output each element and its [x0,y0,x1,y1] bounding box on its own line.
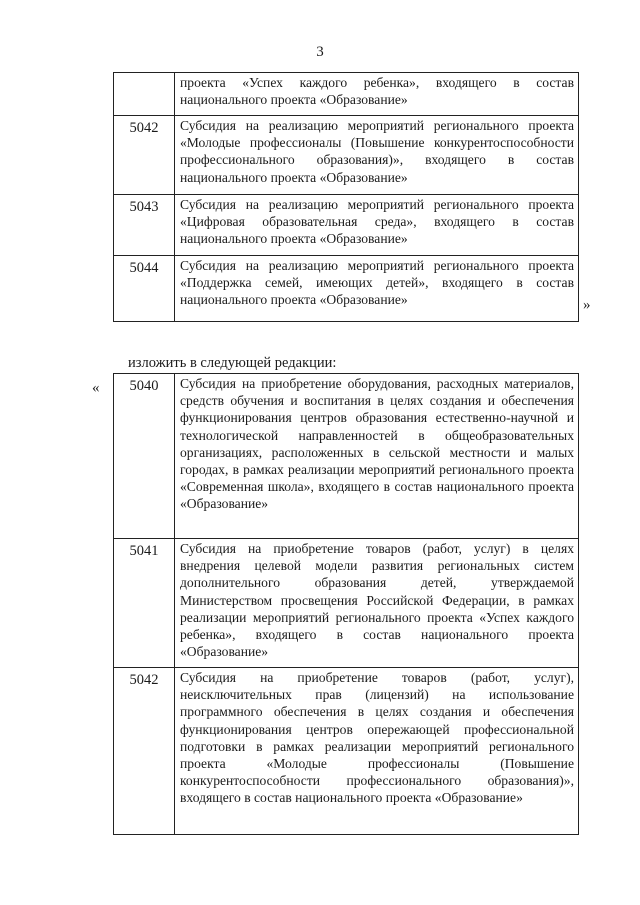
row-code: 5042 [114,116,175,195]
row-text: Субсидия на реализацию мероприятий регионального проекта «Молодые профессионалы (Повышение конкурентоспособности профессионального образования)», входящего в состав национального проекта «Образование» [175,116,579,195]
row-text: Субсидия на реализацию мероприятий регионального проекта «Цифровая образовательная среда», входящего в состав национального проекта «Образование» [175,195,579,256]
opening-quote: « [92,380,100,396]
table-row [114,256,579,322]
row-text: проекта «Успех каждого ребенка», входящего в состав национального проекта «Образование» [175,73,579,116]
closing-quote: » [583,297,591,313]
page-number: 3 [316,44,324,60]
row-code: 5043 [114,195,175,256]
row-code: 5044 [114,256,175,322]
table-row [114,539,579,668]
table-row [114,73,579,116]
row-code: 5040 [114,374,175,539]
table-row [114,116,579,195]
row-code [114,73,175,116]
table-row [114,195,579,256]
row-code: 5041 [114,539,175,668]
table-row [114,668,579,835]
row-text: Субсидия на реализацию мероприятий регионального проекта «Поддержка семей, имеющих детей», входящего в состав национального проекта «Образование» [175,256,579,322]
row-text: Субсидия на приобретение товаров (работ, услуг) в целях внедрения целевой модели развития региональных систем дополнительного образования детей, утверждаемой Министерством просвещения Российской Федерации, в рамках реализации мероприятий регионального проекта «Успех каждого ребенка», входящего в состав национального проекта «Образование» [175,539,579,668]
row-code: 5042 [114,668,175,835]
row-text: Субсидия на приобретение оборудования, расходных материалов, средств обучения и воспитания в целях создания и обеспечения функционирования центров образования естественно-научной и технологической направленностей в общеобразовательных организациях, расположенных в сельской местности и малых городах, в рамках реализации мероприятий регионального проекта «Современная школа», входящего в состав национального проекта «Образование» [175,374,579,539]
instruction-text: изложить в следующей редакции: [128,355,337,371]
top-table [113,72,579,322]
row-text: Субсидия на приобретение товаров (работ, услуг), неисключительных прав (лицензий) на использование программного обеспечения в целях создания и обеспечения функционирования центров опережающей профессиональной подготовки в рамках реализации мероприятий регионального проекта «Молодые профессионалы (Повышение конкурентоспособности профессионального образования)», входящего в состав национального проекта «Образование» [175,668,579,835]
table-row [114,374,579,539]
bottom-table [113,373,579,835]
